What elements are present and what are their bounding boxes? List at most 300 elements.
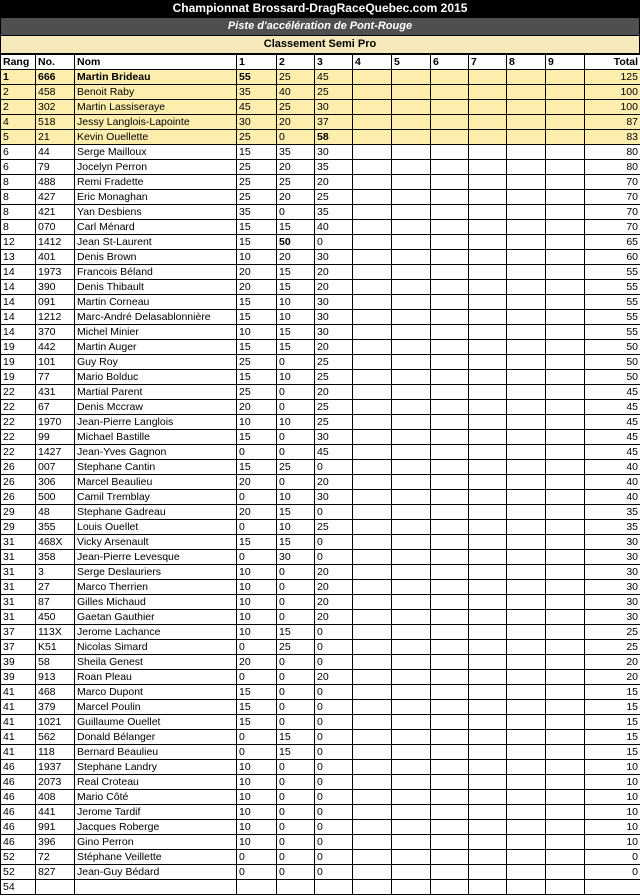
round-7-cell: [469, 730, 507, 745]
round-8-cell: [507, 505, 546, 520]
round-9-cell: [546, 715, 585, 730]
round-3-cell: 30: [315, 295, 353, 310]
round-7-cell: [469, 835, 507, 850]
round-5-cell: [392, 385, 431, 400]
round-4-cell: [353, 430, 392, 445]
round-7-cell: [469, 685, 507, 700]
round-6-cell: [431, 175, 469, 190]
round-7-cell: [469, 805, 507, 820]
round-8-cell: [507, 535, 546, 550]
round-3-cell: 30: [315, 250, 353, 265]
round-4-cell: [353, 580, 392, 595]
round-8-cell: [507, 355, 546, 370]
round-1-cell: 25: [237, 190, 277, 205]
rank-cell: 41: [1, 745, 36, 760]
round-4-cell: [353, 160, 392, 175]
round-5-cell: [392, 475, 431, 490]
table-row: [1, 790, 640, 805]
round-5-cell: [392, 625, 431, 640]
round-8-cell: [507, 865, 546, 880]
total-cell: 80: [585, 145, 640, 160]
round-1-cell: 15: [237, 295, 277, 310]
number-cell: 827: [36, 865, 75, 880]
table-row: [1, 385, 640, 400]
round-9-cell: [546, 760, 585, 775]
round-7-cell: [469, 580, 507, 595]
name-cell: Jean-Yves Gagnon: [75, 445, 237, 460]
round-8-cell: [507, 880, 546, 895]
round-8-cell: [507, 385, 546, 400]
total-cell: 55: [585, 310, 640, 325]
name-cell: Gino Perron: [75, 835, 237, 850]
round-1-cell: 15: [237, 220, 277, 235]
round-5-cell: [392, 130, 431, 145]
round-7-cell: [469, 565, 507, 580]
number-cell: 401: [36, 250, 75, 265]
total-cell: 0: [585, 850, 640, 865]
rank-cell: 41: [1, 700, 36, 715]
name-cell: Stephane Cantin: [75, 460, 237, 475]
round-4-cell: [353, 310, 392, 325]
round-4-cell: [353, 505, 392, 520]
round-5-cell: [392, 535, 431, 550]
total-cell: 30: [585, 550, 640, 565]
number-cell: 442: [36, 340, 75, 355]
round-2-cell: 0: [277, 445, 315, 460]
round-9-cell: [546, 640, 585, 655]
round-1-cell: 15: [237, 535, 277, 550]
number-cell: 666: [36, 70, 75, 85]
number-cell: 1970: [36, 415, 75, 430]
round-8-cell: [507, 115, 546, 130]
rank-cell: 22: [1, 385, 36, 400]
round-3-cell: 30: [315, 100, 353, 115]
round-2-cell: 0: [277, 685, 315, 700]
rank-cell: 52: [1, 850, 36, 865]
number-cell: 408: [36, 790, 75, 805]
round-8-cell: [507, 415, 546, 430]
round-8-cell: [507, 520, 546, 535]
total-cell: 30: [585, 565, 640, 580]
round-4-cell: [353, 250, 392, 265]
round-9-cell: [546, 370, 585, 385]
round-9-cell: [546, 430, 585, 445]
round-1-cell: 0: [237, 850, 277, 865]
round-1-cell: 20: [237, 400, 277, 415]
total-cell: 30: [585, 580, 640, 595]
round-6-cell: [431, 70, 469, 85]
table-row: [1, 370, 640, 385]
round-5-cell: [392, 370, 431, 385]
round-2-cell: 25: [277, 175, 315, 190]
round-5-cell: [392, 880, 431, 895]
round-3-cell: 30: [315, 145, 353, 160]
round-2-cell: 25: [277, 70, 315, 85]
round-6-cell: [431, 400, 469, 415]
round-2-cell: 40: [277, 85, 315, 100]
round-7-cell: [469, 430, 507, 445]
total-cell: 35: [585, 520, 640, 535]
total-cell: 10: [585, 760, 640, 775]
number-cell: 101: [36, 355, 75, 370]
round-5-cell: [392, 865, 431, 880]
round-3-cell: 0: [315, 640, 353, 655]
rank-cell: 6: [1, 160, 36, 175]
rank-cell: 8: [1, 190, 36, 205]
round-4-cell: [353, 460, 392, 475]
round-5-cell: [392, 265, 431, 280]
round-6-cell: [431, 535, 469, 550]
round-2-cell: 0: [277, 850, 315, 865]
table-row: [1, 505, 640, 520]
table-row: [1, 115, 640, 130]
round-7-cell: [469, 610, 507, 625]
round-7-cell: [469, 220, 507, 235]
round-9-cell: [546, 595, 585, 610]
round-3-cell: 20: [315, 475, 353, 490]
table-row: [1, 520, 640, 535]
round-9-cell: [546, 580, 585, 595]
round-5-cell: [392, 175, 431, 190]
round-9-cell: [546, 520, 585, 535]
round-2-cell: 0: [277, 700, 315, 715]
round-1-cell: 0: [237, 520, 277, 535]
round-3-cell: 0: [315, 685, 353, 700]
round-5-cell: [392, 595, 431, 610]
round-3-cell: 35: [315, 205, 353, 220]
round-9-cell: [546, 175, 585, 190]
round-1-cell: 10: [237, 250, 277, 265]
round-1-cell: 25: [237, 130, 277, 145]
round-4-cell: [353, 745, 392, 760]
round-4-cell: [353, 835, 392, 850]
round-4-cell: [353, 85, 392, 100]
name-cell: Martin Auger: [75, 340, 237, 355]
round-4-cell: [353, 655, 392, 670]
round-4-cell: [353, 850, 392, 865]
round-9-cell: [546, 295, 585, 310]
round-5-cell: [392, 145, 431, 160]
round-5-cell: [392, 160, 431, 175]
round-9-cell: [546, 145, 585, 160]
round-1-cell: 10: [237, 775, 277, 790]
round-5-cell: [392, 115, 431, 130]
round-3-cell: 30: [315, 490, 353, 505]
round-4-cell: [353, 820, 392, 835]
round-7-cell: [469, 100, 507, 115]
round-1-cell: 0: [237, 640, 277, 655]
round-4-cell: [353, 550, 392, 565]
round-4-cell: [353, 355, 392, 370]
header-round-3: 3: [315, 55, 353, 70]
round-8-cell: [507, 805, 546, 820]
round-5-cell: [392, 340, 431, 355]
round-9-cell: [546, 700, 585, 715]
rank-cell: 14: [1, 280, 36, 295]
round-2-cell: 0: [277, 205, 315, 220]
round-2-cell: 15: [277, 220, 315, 235]
number-cell: 913: [36, 670, 75, 685]
round-5-cell: [392, 835, 431, 850]
round-6-cell: [431, 100, 469, 115]
table-row: [1, 880, 640, 895]
round-2-cell: 0: [277, 775, 315, 790]
name-cell: Louis Ouellet: [75, 520, 237, 535]
name-cell: Jessy Langlois-Lapointe: [75, 115, 237, 130]
number-cell: 1937: [36, 760, 75, 775]
table-row: [1, 400, 640, 415]
round-9-cell: [546, 235, 585, 250]
round-6-cell: [431, 370, 469, 385]
round-5-cell: [392, 850, 431, 865]
round-3-cell: 25: [315, 85, 353, 100]
round-7-cell: [469, 310, 507, 325]
round-2-cell: 15: [277, 340, 315, 355]
number-cell: 991: [36, 820, 75, 835]
table-row: [1, 745, 640, 760]
round-8-cell: [507, 550, 546, 565]
round-6-cell: [431, 505, 469, 520]
round-3-cell: 20: [315, 610, 353, 625]
round-9-cell: [546, 460, 585, 475]
round-2-cell: 0: [277, 385, 315, 400]
rank-cell: 1: [1, 70, 36, 85]
number-cell: 2073: [36, 775, 75, 790]
name-cell: Serge Mailloux: [75, 145, 237, 160]
round-8-cell: [507, 370, 546, 385]
total-cell: 125: [585, 70, 640, 85]
round-3-cell: 0: [315, 715, 353, 730]
rank-cell: 31: [1, 610, 36, 625]
name-cell: Denis Brown: [75, 250, 237, 265]
total-cell: 50: [585, 370, 640, 385]
round-2-cell: 10: [277, 310, 315, 325]
round-7-cell: [469, 250, 507, 265]
round-1-cell: 0: [237, 670, 277, 685]
round-3-cell: 0: [315, 865, 353, 880]
number-cell: 118: [36, 745, 75, 760]
round-2-cell: 10: [277, 370, 315, 385]
total-cell: 10: [585, 835, 640, 850]
total-cell: 70: [585, 190, 640, 205]
round-1-cell: 15: [237, 340, 277, 355]
round-9-cell: [546, 745, 585, 760]
round-8-cell: [507, 745, 546, 760]
round-3-cell: [315, 880, 353, 895]
table-row: [1, 535, 640, 550]
rank-cell: 46: [1, 760, 36, 775]
track-subtitle: Piste d'accélération de Pont-Rouge: [0, 18, 640, 36]
round-3-cell: 0: [315, 835, 353, 850]
name-cell: Nicolas Simard: [75, 640, 237, 655]
number-cell: 562: [36, 730, 75, 745]
round-1-cell: 25: [237, 385, 277, 400]
round-5-cell: [392, 550, 431, 565]
round-9-cell: [546, 70, 585, 85]
round-1-cell: 10: [237, 610, 277, 625]
rank-cell: 8: [1, 175, 36, 190]
round-4-cell: [353, 760, 392, 775]
number-cell: 21: [36, 130, 75, 145]
table-row: [1, 85, 640, 100]
round-3-cell: 20: [315, 670, 353, 685]
rank-cell: 26: [1, 460, 36, 475]
table-row: [1, 205, 640, 220]
table-row: [1, 715, 640, 730]
round-5-cell: [392, 760, 431, 775]
round-6-cell: [431, 310, 469, 325]
number-cell: 113X: [36, 625, 75, 640]
round-3-cell: 0: [315, 535, 353, 550]
round-9-cell: [546, 205, 585, 220]
round-2-cell: 20: [277, 190, 315, 205]
name-cell: Jerome Lachance: [75, 625, 237, 640]
round-8-cell: [507, 475, 546, 490]
round-7-cell: [469, 130, 507, 145]
table-row: [1, 265, 640, 280]
total-cell: 87: [585, 115, 640, 130]
round-4-cell: [353, 145, 392, 160]
round-5-cell: [392, 355, 431, 370]
round-5-cell: [392, 505, 431, 520]
rank-cell: 31: [1, 535, 36, 550]
number-cell: 500: [36, 490, 75, 505]
round-2-cell: 50: [277, 235, 315, 250]
total-cell: 60: [585, 250, 640, 265]
round-7-cell: [469, 760, 507, 775]
round-7-cell: [469, 790, 507, 805]
header-round-9: 9: [546, 55, 585, 70]
round-9-cell: [546, 415, 585, 430]
round-2-cell: 35: [277, 145, 315, 160]
round-8-cell: [507, 715, 546, 730]
name-cell: Francois Béland: [75, 265, 237, 280]
round-3-cell: 25: [315, 415, 353, 430]
round-9-cell: [546, 505, 585, 520]
round-9-cell: [546, 730, 585, 745]
total-cell: 55: [585, 280, 640, 295]
round-8-cell: [507, 145, 546, 160]
name-cell: Camil Tremblay: [75, 490, 237, 505]
round-6-cell: [431, 835, 469, 850]
round-4-cell: [353, 805, 392, 820]
round-9-cell: [546, 805, 585, 820]
round-2-cell: 0: [277, 355, 315, 370]
round-6-cell: [431, 700, 469, 715]
round-5-cell: [392, 250, 431, 265]
round-7-cell: [469, 370, 507, 385]
total-cell: 20: [585, 670, 640, 685]
round-6-cell: [431, 265, 469, 280]
round-1-cell: 20: [237, 265, 277, 280]
round-5-cell: [392, 400, 431, 415]
round-3-cell: 0: [315, 775, 353, 790]
round-4-cell: [353, 115, 392, 130]
round-8-cell: [507, 400, 546, 415]
round-1-cell: 10: [237, 760, 277, 775]
round-5-cell: [392, 490, 431, 505]
total-cell: 100: [585, 100, 640, 115]
round-8-cell: [507, 70, 546, 85]
round-1-cell: 0: [237, 490, 277, 505]
round-7-cell: [469, 190, 507, 205]
round-1-cell: 15: [237, 700, 277, 715]
round-1-cell: 10: [237, 805, 277, 820]
number-cell: 431: [36, 385, 75, 400]
total-cell: 10: [585, 805, 640, 820]
round-9-cell: [546, 100, 585, 115]
round-2-cell: 15: [277, 505, 315, 520]
round-2-cell: 0: [277, 580, 315, 595]
round-9-cell: [546, 565, 585, 580]
round-3-cell: 0: [315, 505, 353, 520]
round-8-cell: [507, 100, 546, 115]
number-cell: 67: [36, 400, 75, 415]
round-8-cell: [507, 340, 546, 355]
round-6-cell: [431, 820, 469, 835]
round-7-cell: [469, 85, 507, 100]
table-row: [1, 235, 640, 250]
round-5-cell: [392, 685, 431, 700]
rank-cell: 29: [1, 520, 36, 535]
round-9-cell: [546, 790, 585, 805]
round-1-cell: 25: [237, 175, 277, 190]
round-7-cell: [469, 160, 507, 175]
round-3-cell: 20: [315, 340, 353, 355]
header-round-1: 1: [237, 55, 277, 70]
round-5-cell: [392, 670, 431, 685]
round-7-cell: [469, 850, 507, 865]
round-4-cell: [353, 610, 392, 625]
round-9-cell: [546, 220, 585, 235]
round-1-cell: 10: [237, 625, 277, 640]
round-5-cell: [392, 310, 431, 325]
round-8-cell: [507, 250, 546, 265]
name-cell: Martin Brideau: [75, 70, 237, 85]
round-7-cell: [469, 70, 507, 85]
round-8-cell: [507, 325, 546, 340]
round-5-cell: [392, 775, 431, 790]
number-cell: 390: [36, 280, 75, 295]
round-6-cell: [431, 640, 469, 655]
header-rang: Rang: [1, 55, 36, 70]
total-cell: 35: [585, 505, 640, 520]
round-3-cell: 37: [315, 115, 353, 130]
round-9-cell: [546, 280, 585, 295]
round-3-cell: 20: [315, 385, 353, 400]
round-4-cell: [353, 370, 392, 385]
round-5-cell: [392, 580, 431, 595]
rank-cell: 6: [1, 145, 36, 160]
rank-cell: 4: [1, 115, 36, 130]
table-row: [1, 625, 640, 640]
round-9-cell: [546, 325, 585, 340]
round-8-cell: [507, 670, 546, 685]
round-2-cell: 0: [277, 610, 315, 625]
round-4-cell: [353, 700, 392, 715]
round-8-cell: [507, 235, 546, 250]
round-7-cell: [469, 115, 507, 130]
round-4-cell: [353, 790, 392, 805]
round-7-cell: [469, 745, 507, 760]
round-1-cell: 20: [237, 505, 277, 520]
number-cell: 306: [36, 475, 75, 490]
name-cell: Gilles Michaud: [75, 595, 237, 610]
round-9-cell: [546, 850, 585, 865]
round-8-cell: [507, 220, 546, 235]
round-7-cell: [469, 325, 507, 340]
round-1-cell: 10: [237, 580, 277, 595]
